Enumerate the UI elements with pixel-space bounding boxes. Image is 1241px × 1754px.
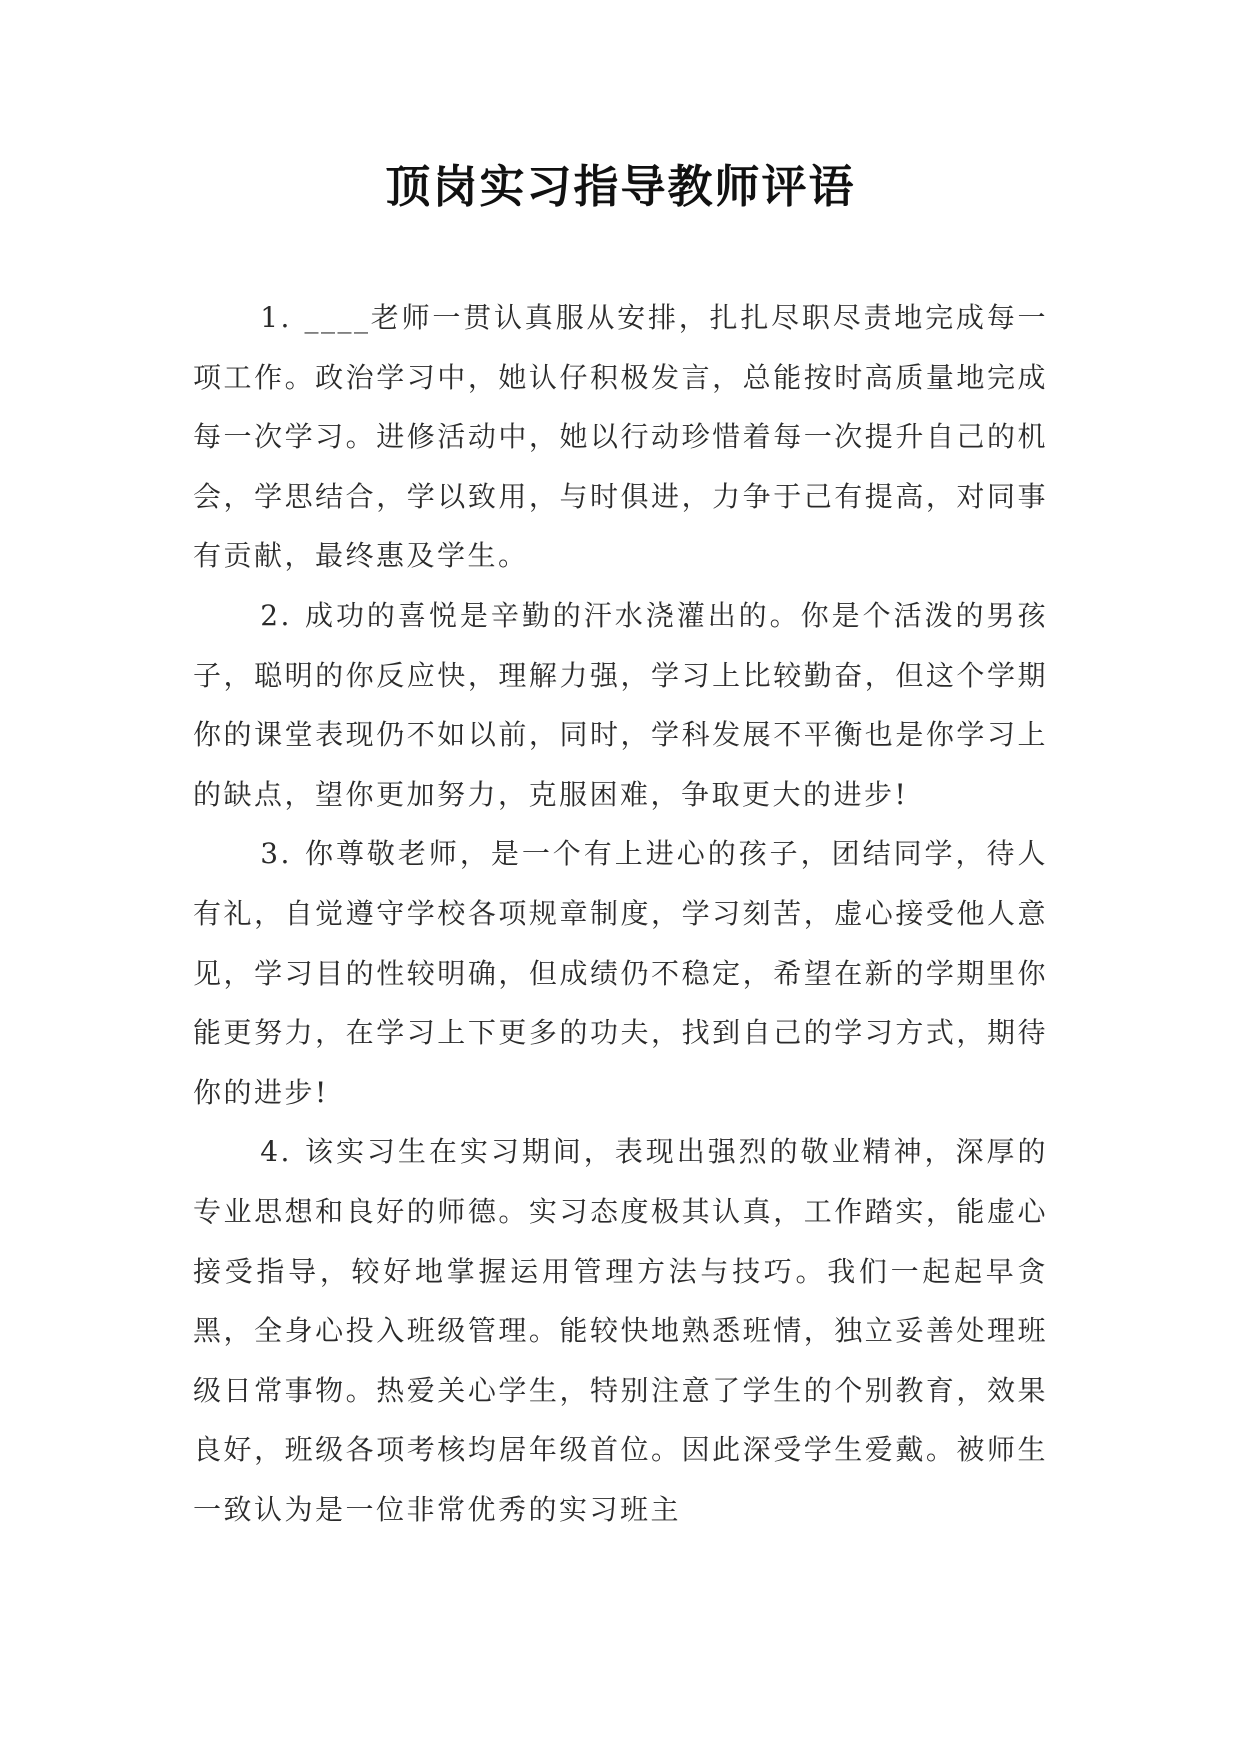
document-body [193, 288, 1048, 1539]
document-title: 顶岗实习指导教师评语 [385, 160, 856, 213]
paragraph-number: 1. [260, 301, 292, 334]
paragraph-text: ____老师一贯认真服从安排，扎扎尽职尽责地完成每一项工作。政治学习中，她认仔积极发言，总能按时高质量地完成每一次学习。进修活动中，她以行动珍惜着每一次提升自己的机会，学思结合，学以致用，与时俱进，力争于己有提高，对同事有贡献，最终惠及学生。 [193, 301, 1048, 573]
paragraph-text: 该实习生在实习期间，表现出强烈的敬业精神，深厚的专业思想和良好的师德。实习态度极其认真，工作踏实，能虚心接受指导，较好地掌握运用管理方法与技巧。我们一起起早贪黑，全身心投入班级管理。能较快地熟悉班情，独立妥善处理班级日常事物。热爱关心学生，特别注意了学生的个别教育，效果良好，班级各项考核均居年级首位。因此深受学生爱戴。被师生一致认为是一位非常优秀的实习班主 [193, 1135, 1048, 1526]
paragraph-1 [193, 288, 1048, 586]
paragraph-number: 3. [260, 837, 292, 871]
paragraph-text: 成功的喜悦是辛勤的汗水浇灌出的。你是个活泼的男孩子，聪明的你反应快，理解力强，学习上比较勤奋，但这个学期你的课堂表现仍不如以前，同时，学科发展不平衡也是你学习上的缺点，望你更加努力，克服困难，争取更大的进步! [193, 598, 1048, 811]
paragraph-4 [193, 1122, 1048, 1539]
paragraph-number: 4. [260, 1135, 292, 1169]
paragraph-3 [193, 824, 1048, 1122]
paragraph-2 [193, 586, 1048, 824]
paragraph-text: 你尊敬老师，是一个有上进心的孩子，团结同学，待人有礼，自觉遵守学校各项规章制度，学习刻苦，虚心接受他人意见，学习目的性较明确，但成绩仍不稳定，希望在新的学期里你能更努力，在学习上下更多的功夫，找到自己的学习方式，期待你的进步! [193, 837, 1048, 1109]
paragraph-number: 2. [260, 598, 292, 632]
